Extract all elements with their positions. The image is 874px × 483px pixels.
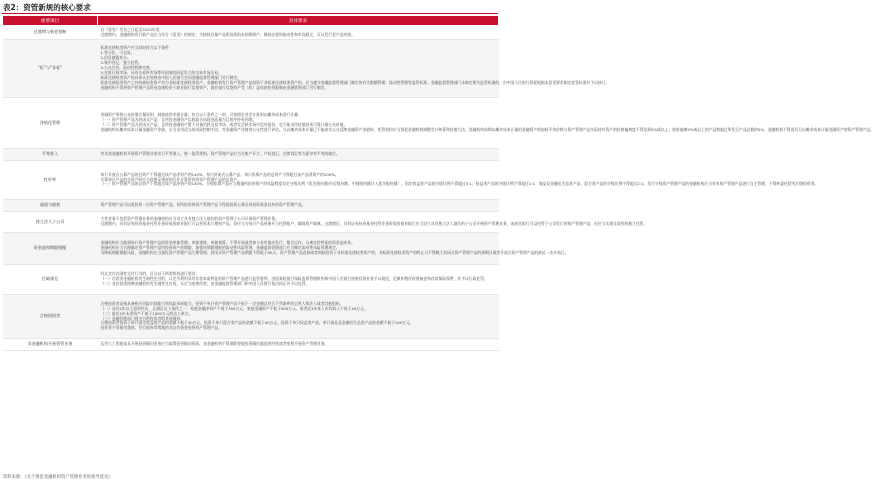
requirement-line: （一）资产管理产品的总资产不得超过该产品净资产的140%，分级私募产品应当根据所投资资产的风险程度设定分级比例（优先级份额/劣后级份额，中间级份额计入优先级份额）。固定收益类产品的分级比例不得超过3:1，权益类产品的分级比例不得超过1:1，商品及金融衍生品类产品、混合类产品的分级比例不得超过2:1。发行分级资产管理产品的金融机构应当对该资产管理产品进行自主管理，不得转委托给劣后级投资者。 <box>100 181 819 187</box>
requirement-line: 标准化债权类资产的具体认定规则由中国人民银行会同金融监督管理部门另行制定。 <box>100 74 241 80</box>
requirement-line: 为降低期限错配风险，金融机构应当强化资产管理产品久期管理，封闭式资产管理产品期限不得低于90天。资产管理产品直接或者间接投资于非标准化债权类资产的，非标准化债权类资产的终止日不得晚于封闭式资产管理产品的到期日或者开放式资产管理产品的最近一次开放日。 <box>100 249 569 255</box>
source-note: 资料来源：《关于规范金融机构资产管理业务的指导意见》 <box>3 475 113 480</box>
row-requirement <box>98 265 499 295</box>
row-item-name: 独立法人子公司 <box>3 212 98 233</box>
row-requirement <box>98 339 499 351</box>
requirement-line: 对各类金融机构开展资产管理业务实行平等准入、统一监管规则。资产管理产品应当在账户开立、产权登记、法律诉讼等方面享有平等的地位。 <box>100 151 340 157</box>
row-item-name: 过渡期与新老划断 <box>3 26 98 40</box>
requirement-line: 每只开放式公募产品的总资产不得超过该产品净资产的140%，每只封闭式公募产品、每只私募产品的总资产不得超过该产品净资产的200%。 <box>100 171 339 177</box>
row-item-name: 杠杆率 <box>3 161 98 200</box>
table-body <box>3 26 874 351</box>
requirement-line: 2.信息披露充分。 <box>100 55 131 61</box>
document-title: 表2：资管新规的核心要求 <box>3 3 91 12</box>
requirement-line: 资产管理产品可以再投资一层资产管理产品，但所投资的资产管理产品不得再投资公募证券投资基金以外的资产管理产品。 <box>100 202 306 208</box>
requirement-line: （三）金融管理部门视为合格投资者的其他情形。 <box>100 315 185 321</box>
table-header-row <box>3 16 499 26</box>
table-row <box>3 233 499 265</box>
requirement-line: 金融机构以摊余成本计量金融资产净值，应当采用适当的风险控制手段，对金融资产净值的公允性进行评估。当以摊余成本计量已不能真实公允反映金融资产净值时，托管机构应当督促金融机构调整会计核算和估值方法。金融机构前期以摊余成本计量的金融资产的加权平均价格与资产管理产品实际持有资产的价格偏离度不得达到5%或以上，如果偏离5%或以上的产品数超过所发行产品总数的5%，金融机构不得再发行以摊余成本计量金融资产的资产管理产品。 <box>100 126 874 132</box>
row-requirement <box>98 233 569 265</box>
row-requirement <box>98 26 499 40</box>
requirement-line: （一）资产管理产品为封闭式产品，且所投金融资产以收取合同现金流量为目的并持有到期。 <box>100 117 257 123</box>
requirement-line: 金融机构应当做到每只资产管理产品的资金单独管理、单独建账、单独核算，不得开展或者参与具有滚动发行、集合运作、分离定价特征的资金池业务。 <box>100 240 355 246</box>
row-item-name: 资金池和期限错配 <box>3 233 98 265</box>
requirement-line: 标准化债权类资产应当同时符合以下条件： <box>100 45 173 51</box>
requirement-line: （一）具有2年以上投资经历，且满足以下条件之一：家庭金融净资产不低于300万元，家庭金融资产不低于500万元，或者近3年本人年均收入不低于40万元。 <box>100 305 368 311</box>
requirement-line: 主营业务不包括资产管理业务的金融机构应当设立具有独立法人地位的资产管理子公司开展资产管理业务。 <box>100 216 279 222</box>
row-item-name: 净值化管理 <box>3 98 98 149</box>
table-row <box>3 339 499 351</box>
table-row <box>3 295 499 339</box>
row-item-name: “标”与“非标” <box>3 40 98 98</box>
requirement-line: 运用人工智能技术开展投资顾问业务应当取得投资顾问资质，非金融机构不得借助智能投资顾问超范围经营或者变相开展资产管理业务。 <box>100 341 329 347</box>
row-item-name: 合格投资者 <box>3 295 98 339</box>
requirement-line: （二）非存款类持牌金融机构发生刚性兑付的，认定为违规经营，由金融监督管理部门和中国人民银行依法纠正并予以处罚。 <box>100 280 310 286</box>
row-item-name: 通道与嵌套 <box>3 200 98 212</box>
column-header-requirement: 具体要求 <box>98 16 499 26</box>
requirement-line: 经认定存在刚性兑付行为的，区分以下两类机构进行惩处： <box>100 271 200 277</box>
table-row <box>3 40 499 98</box>
table-row <box>3 161 499 200</box>
requirement-line: 过渡期内，金融机构发行新产品应当符合《意见》的规定；为接续存量产品所投资的未到期资产，维持必要的流动性和市场稳定，可以发行老产品对接。 <box>100 31 355 37</box>
row-requirement <box>98 200 499 212</box>
table-row <box>3 200 499 212</box>
table-row <box>3 265 499 295</box>
requirement-line: 金融机构应当合理确定资产管理产品所投资资产的期限，加强对期限错配的流动性风险管理，金融监督管理部门应当制定流动性风险管理规定。 <box>100 245 340 251</box>
row-item-name: 非金融机构开展资管业务 <box>3 339 98 351</box>
row-item-name: 打破刚兑 <box>3 265 98 295</box>
requirement-line: 投资者不得使用贷款、发行债券等筹集的非自有资金投资资产管理产品。 <box>100 325 222 331</box>
requirement-line: （一）存款类金融机构发生刚性兑付的，认定为利用具有存款本质特征的资产管理产品进行监管套利，由国务院银行保险监督管理机构和中国人民银行按照存款业务予以规范，足额补缴存款准备金和存款保险保费，并予以行政处罚。 <box>100 276 488 282</box>
table-row <box>3 98 499 149</box>
requirement-line: 合格投资者是指具备相应风险识别能力和风险承担能力，投资于单只资产管理产品不低于一定金额且符合下列条件的自然人和法人或者其他组织。 <box>100 300 344 306</box>
row-requirement <box>98 98 874 149</box>
requirement-line: 标准化债权类资产之外的债权类资产均为非标准化债权类资产。金融机构发行资产管理产品投资于非标准化债权类资产的，应当遵守金融监督管理部门制定的有关限额管理、流动性管理等监管标准。金融监督管理部门未制定相关监管标准的，由中国人民银行督促根据本意见要求制定监管标准并予以执行。 <box>100 79 610 85</box>
requirement-line: 3.集中登记，独立托管。 <box>100 60 143 66</box>
requirement-line: 合格投资者投资于单只固定收益类产品的金额不低于30万元，投资于单只混合类产品的金额不低于40万元，投资于单只权益类产品、单只商品及金融衍生品类产品的金额不低于100万元。 <box>100 320 414 326</box>
requirement-line: 1.等分化，可交易。 <box>100 50 135 56</box>
title-divider <box>2 13 498 14</box>
row-requirement <box>98 40 610 98</box>
requirement-line: 4.公允定价，流动性机制完善。 <box>100 65 154 71</box>
requirement-line: （二）资产管理产品为封闭式产品，且所投金融资产暂不具备活跃交易市场，或者在活跃市场中没有报价、也不能采用估值技术可靠计量公允价值。 <box>100 122 348 127</box>
row-requirement <box>98 149 499 161</box>
requirement-line: 5.在银行间市场、证券交易所市场等经国务院同意设立的交易市场交易。 <box>100 69 222 75</box>
requirement-line: 自《意见》发布之日起至2020年底 <box>100 26 160 32</box>
row-requirement <box>98 295 499 339</box>
column-header-item: 重要项目 <box>3 16 98 26</box>
requirement-line: 金融资产坚持公允价值计量原则，鼓励使用市值计量。符合以下条件之一的，可按照企业会计准则以摊余成本进行计量： <box>100 112 302 118</box>
row-requirement <box>98 161 819 200</box>
table-row <box>3 149 499 161</box>
requirement-line: 金融机构不得将资产管理产品资金直接投资于商业银行信贷资产。商业银行信贷资产受（收）益权的投资限制由金融管理部门另行制定。 <box>100 84 329 90</box>
requirements-table <box>2 15 874 351</box>
requirement-line: 过渡期内，具有证券投资基金托管业务资质的商业银行可以托管本行理财产品，但应当为每只产品单独开立托管账户，确保资产隔离。过渡期后，具有证券投资基金托管业务资质的商业银行应当设立具有独立法人地位的子公司开展资产管理业务，该商业银行可以托管子公司发行的资产管理产品，但应当实现实质性的独立托管。 <box>100 221 648 226</box>
requirement-line: 计算单只产品的总资产时应当按照穿透原则合并计算所投资资产管理产品的总资产。 <box>100 176 241 182</box>
row-requirement <box>98 212 648 233</box>
row-item-name: 平等准入 <box>3 149 98 161</box>
table-row <box>3 26 499 40</box>
table-row <box>3 212 499 233</box>
requirement-line: （二）最近1年末净资产不低于1000万元的法人单位。 <box>100 310 193 316</box>
